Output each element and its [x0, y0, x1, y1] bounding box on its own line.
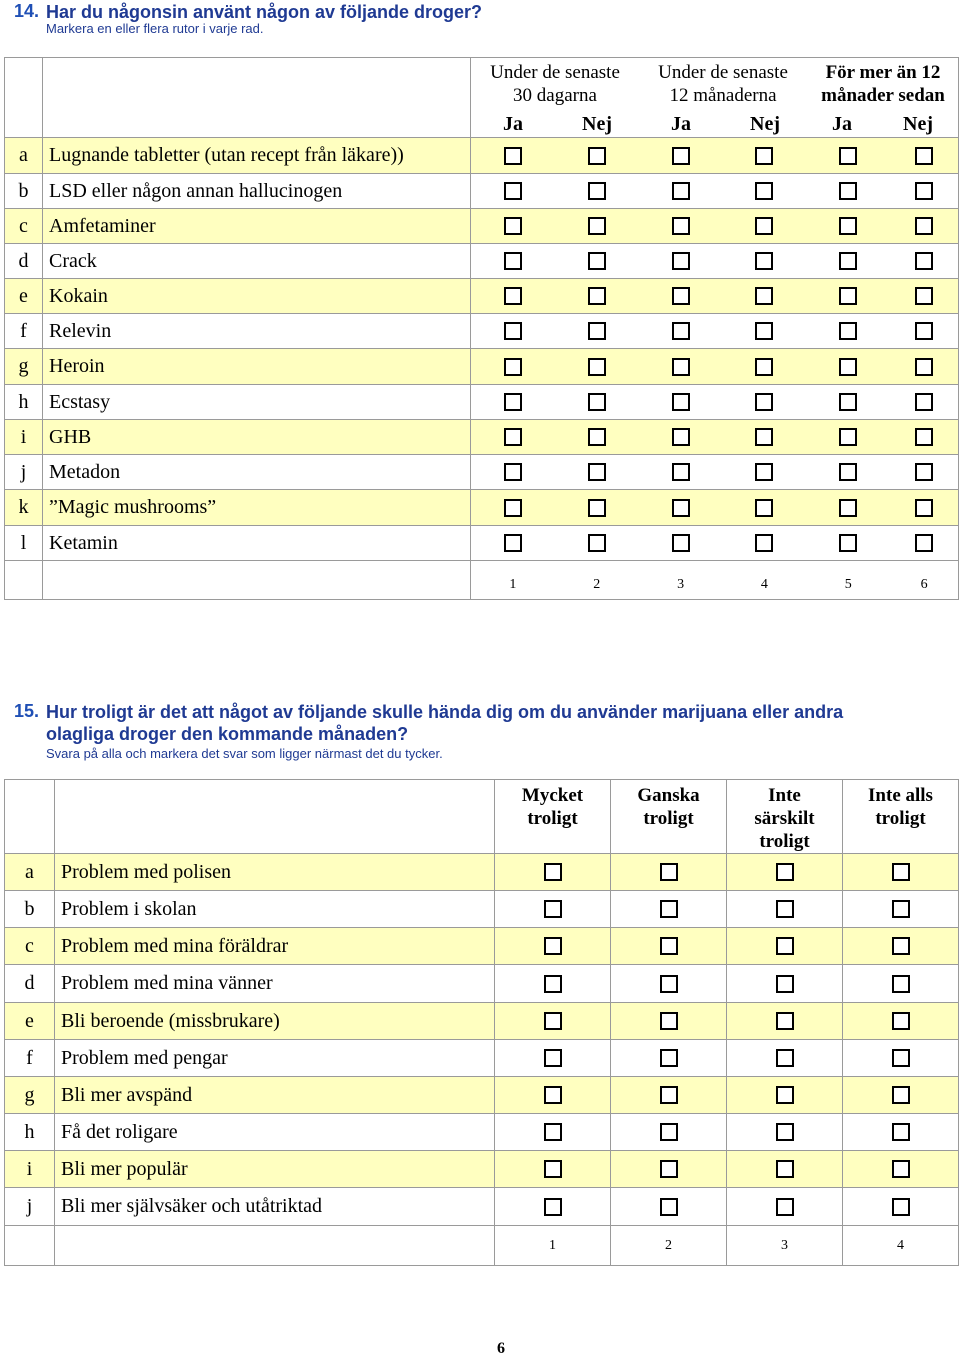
drug-row	[5, 349, 959, 385]
header-blank-letter	[5, 58, 43, 138]
drug-row	[5, 138, 959, 174]
checkbox[interactable]	[544, 1012, 562, 1030]
row-letter: e	[5, 279, 43, 314]
ja-label: Ja	[503, 113, 523, 135]
checkbox-cell	[495, 1077, 611, 1114]
checkbox[interactable]	[544, 1086, 562, 1104]
checkbox[interactable]	[892, 1123, 910, 1141]
question-instruction: Markera en eller flera rutor i varje rad.	[46, 21, 264, 36]
checkbox-group	[471, 349, 959, 385]
checkbox-group	[471, 279, 959, 314]
checkbox[interactable]	[544, 1160, 562, 1178]
nej-label: Nej	[903, 113, 933, 135]
row-label: Ecstasy	[43, 385, 471, 420]
checkbox[interactable]	[776, 1086, 794, 1104]
row-label: Problem med polisen	[55, 854, 495, 891]
checkbox[interactable]	[915, 147, 933, 165]
checkbox[interactable]	[776, 975, 794, 993]
checkbox[interactable]	[672, 428, 690, 446]
checkbox[interactable]	[915, 287, 933, 305]
row-label: LSD eller någon annan hallucinogen	[43, 174, 471, 209]
checkbox[interactable]	[588, 322, 606, 340]
checkbox[interactable]	[588, 252, 606, 270]
checkbox-group	[471, 385, 959, 420]
checkbox[interactable]	[776, 1012, 794, 1030]
checkbox[interactable]	[839, 499, 857, 517]
checkbox[interactable]	[660, 937, 678, 955]
row-letter: e	[5, 1003, 55, 1040]
checkbox[interactable]	[588, 147, 606, 165]
checkbox-cell	[727, 1151, 843, 1188]
checkbox[interactable]	[755, 499, 773, 517]
checkbox[interactable]	[755, 358, 773, 376]
drug-row	[5, 490, 959, 526]
checkbox[interactable]	[588, 182, 606, 200]
row-label: Heroin	[43, 349, 471, 385]
checkbox[interactable]	[544, 1198, 562, 1216]
checkbox[interactable]	[504, 287, 522, 305]
ja-label: Ja	[832, 113, 852, 135]
outcome-row	[5, 965, 959, 1003]
checkbox-cell	[495, 1151, 611, 1188]
checkbox[interactable]	[660, 1160, 678, 1178]
outcome-row	[5, 928, 959, 965]
checkbox[interactable]	[755, 463, 773, 481]
checkbox[interactable]	[776, 1123, 794, 1141]
checkbox-cell	[843, 1003, 959, 1040]
row-letter: b	[5, 891, 55, 928]
checkbox[interactable]	[660, 900, 678, 918]
checkbox-cell	[843, 891, 959, 928]
checkbox[interactable]	[504, 393, 522, 411]
row-label: Amfetaminer	[43, 209, 471, 244]
checkbox[interactable]	[588, 393, 606, 411]
row-letter: k	[5, 490, 43, 526]
checkbox[interactable]	[588, 463, 606, 481]
question-title-line2: olagliga droger den kommande månaden?	[46, 724, 409, 744]
row-label: GHB	[43, 420, 471, 455]
outcome-row	[5, 1040, 959, 1077]
checkbox-cell	[727, 1188, 843, 1226]
outcome-row	[5, 1188, 959, 1226]
drug-row	[5, 244, 959, 279]
checkbox[interactable]	[915, 252, 933, 270]
checkbox-cell	[611, 1040, 727, 1077]
header-not-very-likely: Inte särskilt troligt	[727, 780, 843, 854]
checkbox[interactable]	[504, 322, 522, 340]
checkbox[interactable]	[660, 975, 678, 993]
row-letter: c	[5, 209, 43, 244]
checkbox-cell	[843, 854, 959, 891]
checkbox-cell	[495, 1003, 611, 1040]
checkbox[interactable]	[672, 182, 690, 200]
row-label: Få det roligare	[55, 1114, 495, 1151]
page-number: 6	[497, 1340, 505, 1357]
row-label: Problem med mina vänner	[55, 965, 495, 1003]
checkbox[interactable]	[915, 182, 933, 200]
checkbox[interactable]	[672, 393, 690, 411]
row-label: Ketamin	[43, 526, 471, 561]
checkbox[interactable]	[915, 534, 933, 552]
checkbox-cell	[611, 1114, 727, 1151]
checkbox[interactable]	[504, 252, 522, 270]
checkbox[interactable]	[755, 428, 773, 446]
checkbox[interactable]	[660, 1123, 678, 1141]
row-letter: g	[5, 349, 43, 385]
checkbox[interactable]	[892, 1012, 910, 1030]
checkbox[interactable]	[755, 322, 773, 340]
checkbox-cell	[843, 1040, 959, 1077]
checkbox[interactable]	[839, 358, 857, 376]
checkbox[interactable]	[776, 863, 794, 881]
checkbox-cell	[727, 928, 843, 965]
checkbox-cell	[843, 1188, 959, 1226]
header-not-at-all-likely: Inte alls troligt	[843, 780, 959, 854]
checkbox-group	[471, 420, 959, 455]
outcome-row	[5, 1003, 959, 1040]
checkbox[interactable]	[839, 287, 857, 305]
question-title: Har du någonsin använt någon av följande droger?	[46, 2, 483, 22]
header-very-likely: Mycket troligt	[495, 780, 611, 854]
row-letter: b	[5, 174, 43, 209]
checkbox[interactable]	[544, 1123, 562, 1141]
row-letter: g	[5, 1077, 55, 1114]
period-header-12-months: Under de senaste 12 månaderna Ja Nej	[639, 58, 807, 137]
checkbox[interactable]	[544, 863, 562, 881]
checkbox-cell	[727, 1077, 843, 1114]
checkbox-cell	[843, 965, 959, 1003]
checkbox-cell	[611, 891, 727, 928]
checkbox[interactable]	[755, 287, 773, 305]
row-letter: a	[5, 138, 43, 174]
checkbox[interactable]	[660, 1049, 678, 1067]
row-letter: l	[5, 526, 43, 561]
row-letter: h	[5, 1114, 55, 1151]
drug-row	[5, 420, 959, 455]
checkbox[interactable]	[755, 252, 773, 270]
checkbox-cell	[843, 1151, 959, 1188]
checkbox[interactable]	[839, 182, 857, 200]
row-label: Problem i skolan	[55, 891, 495, 928]
drug-row	[5, 314, 959, 349]
checkbox[interactable]	[776, 1160, 794, 1178]
checkbox[interactable]	[915, 217, 933, 235]
checkbox[interactable]	[892, 937, 910, 955]
checkbox[interactable]	[588, 499, 606, 517]
drug-row	[5, 174, 959, 209]
checkbox-cell	[611, 928, 727, 965]
checkbox[interactable]	[544, 900, 562, 918]
checkbox-cell	[611, 965, 727, 1003]
outcome-row	[5, 1114, 959, 1151]
drug-row	[5, 455, 959, 490]
checkbox[interactable]	[588, 428, 606, 446]
checkbox[interactable]	[839, 428, 857, 446]
checkbox[interactable]	[588, 217, 606, 235]
checkbox-cell	[727, 854, 843, 891]
checkbox[interactable]	[504, 534, 522, 552]
checkbox-cell	[843, 1077, 959, 1114]
checkbox[interactable]	[892, 975, 910, 993]
row-label: Bli beroende (missbrukare)	[55, 1003, 495, 1040]
checkbox[interactable]	[672, 287, 690, 305]
header-blank-label	[43, 58, 471, 138]
checkbox-cell	[495, 1188, 611, 1226]
checkbox[interactable]	[672, 217, 690, 235]
checkbox[interactable]	[755, 534, 773, 552]
checkbox[interactable]	[776, 1049, 794, 1067]
checkbox[interactable]	[839, 252, 857, 270]
outcome-row	[5, 1151, 959, 1188]
checkbox-cell	[843, 1114, 959, 1151]
checkbox[interactable]	[915, 322, 933, 340]
row-letter: h	[5, 385, 43, 420]
checkbox-cell	[727, 965, 843, 1003]
checkbox[interactable]	[892, 1049, 910, 1067]
row-letter: i	[5, 420, 43, 455]
checkbox-cell	[611, 854, 727, 891]
outcome-row	[5, 891, 959, 928]
checkbox-group	[471, 314, 959, 349]
checkbox[interactable]	[776, 1198, 794, 1216]
nej-label: Nej	[582, 113, 612, 135]
column-number: 1	[495, 1226, 611, 1266]
checkbox[interactable]	[544, 1049, 562, 1067]
checkbox-group	[471, 455, 959, 490]
checkbox[interactable]	[672, 463, 690, 481]
checkbox[interactable]	[915, 358, 933, 376]
checkbox[interactable]	[839, 463, 857, 481]
row-label: Bli mer självsäker och utåtriktad	[55, 1188, 495, 1226]
question-title-line1: Hur troligt är det att något av följande skulle hända dig om du använder marijuana eller andra	[46, 702, 844, 722]
checkbox[interactable]	[839, 534, 857, 552]
checkbox[interactable]	[504, 358, 522, 376]
checkbox[interactable]	[672, 322, 690, 340]
checkbox[interactable]	[755, 182, 773, 200]
row-label: Bli mer populär	[55, 1151, 495, 1188]
checkbox-cell	[495, 928, 611, 965]
checkbox[interactable]	[660, 1086, 678, 1104]
checkbox[interactable]	[504, 217, 522, 235]
checkbox[interactable]	[892, 1198, 910, 1216]
checkbox[interactable]	[588, 287, 606, 305]
column-number: 4	[843, 1226, 959, 1266]
period-header-30-days: Under de senaste 30 dagarna Ja Nej	[471, 58, 639, 137]
checkbox[interactable]	[892, 1160, 910, 1178]
checkbox-group	[471, 244, 959, 279]
checkbox[interactable]	[915, 428, 933, 446]
checkbox[interactable]	[660, 1012, 678, 1030]
checkbox[interactable]	[839, 217, 857, 235]
checkbox[interactable]	[839, 322, 857, 340]
row-letter: d	[5, 244, 43, 279]
checkbox[interactable]	[839, 393, 857, 411]
checkbox[interactable]	[776, 937, 794, 955]
checkbox[interactable]	[504, 499, 522, 517]
checkbox[interactable]	[672, 358, 690, 376]
checkbox[interactable]	[892, 900, 910, 918]
checkbox-cell	[727, 1040, 843, 1077]
row-letter: c	[5, 928, 55, 965]
row-label: Bli mer avspänd	[55, 1077, 495, 1114]
row-letter: i	[5, 1151, 55, 1188]
checkbox-group	[471, 490, 959, 526]
period-header-older: För mer än 12 månader sedan Ja Nej	[807, 58, 959, 137]
row-label: Relevin	[43, 314, 471, 349]
checkbox-cell	[727, 1003, 843, 1040]
checkbox[interactable]	[504, 182, 522, 200]
row-letter: f	[5, 314, 43, 349]
checkbox[interactable]	[504, 147, 522, 165]
question-number: 15.	[14, 701, 40, 721]
column-number: 2	[611, 1226, 727, 1266]
outcome-row	[5, 854, 959, 891]
row-label: Metadon	[43, 455, 471, 490]
checkbox[interactable]	[672, 252, 690, 270]
row-label: Crack	[43, 244, 471, 279]
question-number: 14.	[14, 1, 40, 21]
checkbox[interactable]	[892, 863, 910, 881]
checkbox[interactable]	[892, 1086, 910, 1104]
checkbox[interactable]	[839, 147, 857, 165]
likelihood-table	[4, 779, 959, 1266]
checkbox[interactable]	[672, 147, 690, 165]
row-label: ”Magic mushrooms”	[43, 490, 471, 526]
checkbox[interactable]	[755, 393, 773, 411]
checkbox[interactable]	[504, 428, 522, 446]
outcome-row	[5, 1077, 959, 1114]
ja-label: Ja	[671, 113, 691, 135]
checkbox[interactable]	[660, 1198, 678, 1216]
period-header	[471, 58, 959, 138]
checkbox-cell	[611, 1077, 727, 1114]
row-letter: d	[5, 965, 55, 1003]
checkbox[interactable]	[755, 217, 773, 235]
checkbox-cell	[611, 1003, 727, 1040]
checkbox[interactable]	[588, 534, 606, 552]
checkbox-cell	[495, 1040, 611, 1077]
header-rather-likely: Ganska troligt	[611, 780, 727, 854]
checkbox[interactable]	[672, 499, 690, 517]
column-numbers: 1 2 3 4 5 6	[471, 561, 959, 600]
drug-row	[5, 385, 959, 420]
checkbox-cell	[495, 854, 611, 891]
checkbox[interactable]	[544, 937, 562, 955]
checkbox[interactable]	[660, 863, 678, 881]
checkbox-cell	[495, 965, 611, 1003]
question-instruction: Svara på alla och markera det svar som ligger närmast det du tycker.	[46, 746, 443, 761]
checkbox-cell	[611, 1151, 727, 1188]
checkbox[interactable]	[915, 499, 933, 517]
row-letter: j	[5, 1188, 55, 1226]
row-label: Problem med mina föräldrar	[55, 928, 495, 965]
drug-use-table	[4, 57, 959, 600]
checkbox[interactable]	[915, 393, 933, 411]
checkbox-cell	[495, 1114, 611, 1151]
checkbox[interactable]	[504, 463, 522, 481]
checkbox-cell	[843, 928, 959, 965]
checkbox[interactable]	[588, 358, 606, 376]
checkbox-cell	[727, 1114, 843, 1151]
row-letter: a	[5, 854, 55, 891]
drug-row	[5, 209, 959, 244]
checkbox[interactable]	[672, 534, 690, 552]
checkbox-group	[471, 138, 959, 174]
nej-label: Nej	[750, 113, 780, 135]
row-letter: j	[5, 455, 43, 490]
column-number: 3	[727, 1226, 843, 1266]
checkbox[interactable]	[776, 900, 794, 918]
checkbox[interactable]	[915, 463, 933, 481]
checkbox-cell	[727, 891, 843, 928]
drug-row	[5, 526, 959, 561]
checkbox-group	[471, 209, 959, 244]
checkbox-cell	[495, 891, 611, 928]
checkbox[interactable]	[755, 147, 773, 165]
row-label: Kokain	[43, 279, 471, 314]
row-label: Problem med pengar	[55, 1040, 495, 1077]
checkbox-cell	[611, 1188, 727, 1226]
row-letter: f	[5, 1040, 55, 1077]
checkbox[interactable]	[544, 975, 562, 993]
checkbox-group	[471, 174, 959, 209]
drug-row	[5, 279, 959, 314]
row-label: Lugnande tabletter (utan recept från läkare))	[43, 138, 471, 174]
checkbox-group	[471, 526, 959, 561]
